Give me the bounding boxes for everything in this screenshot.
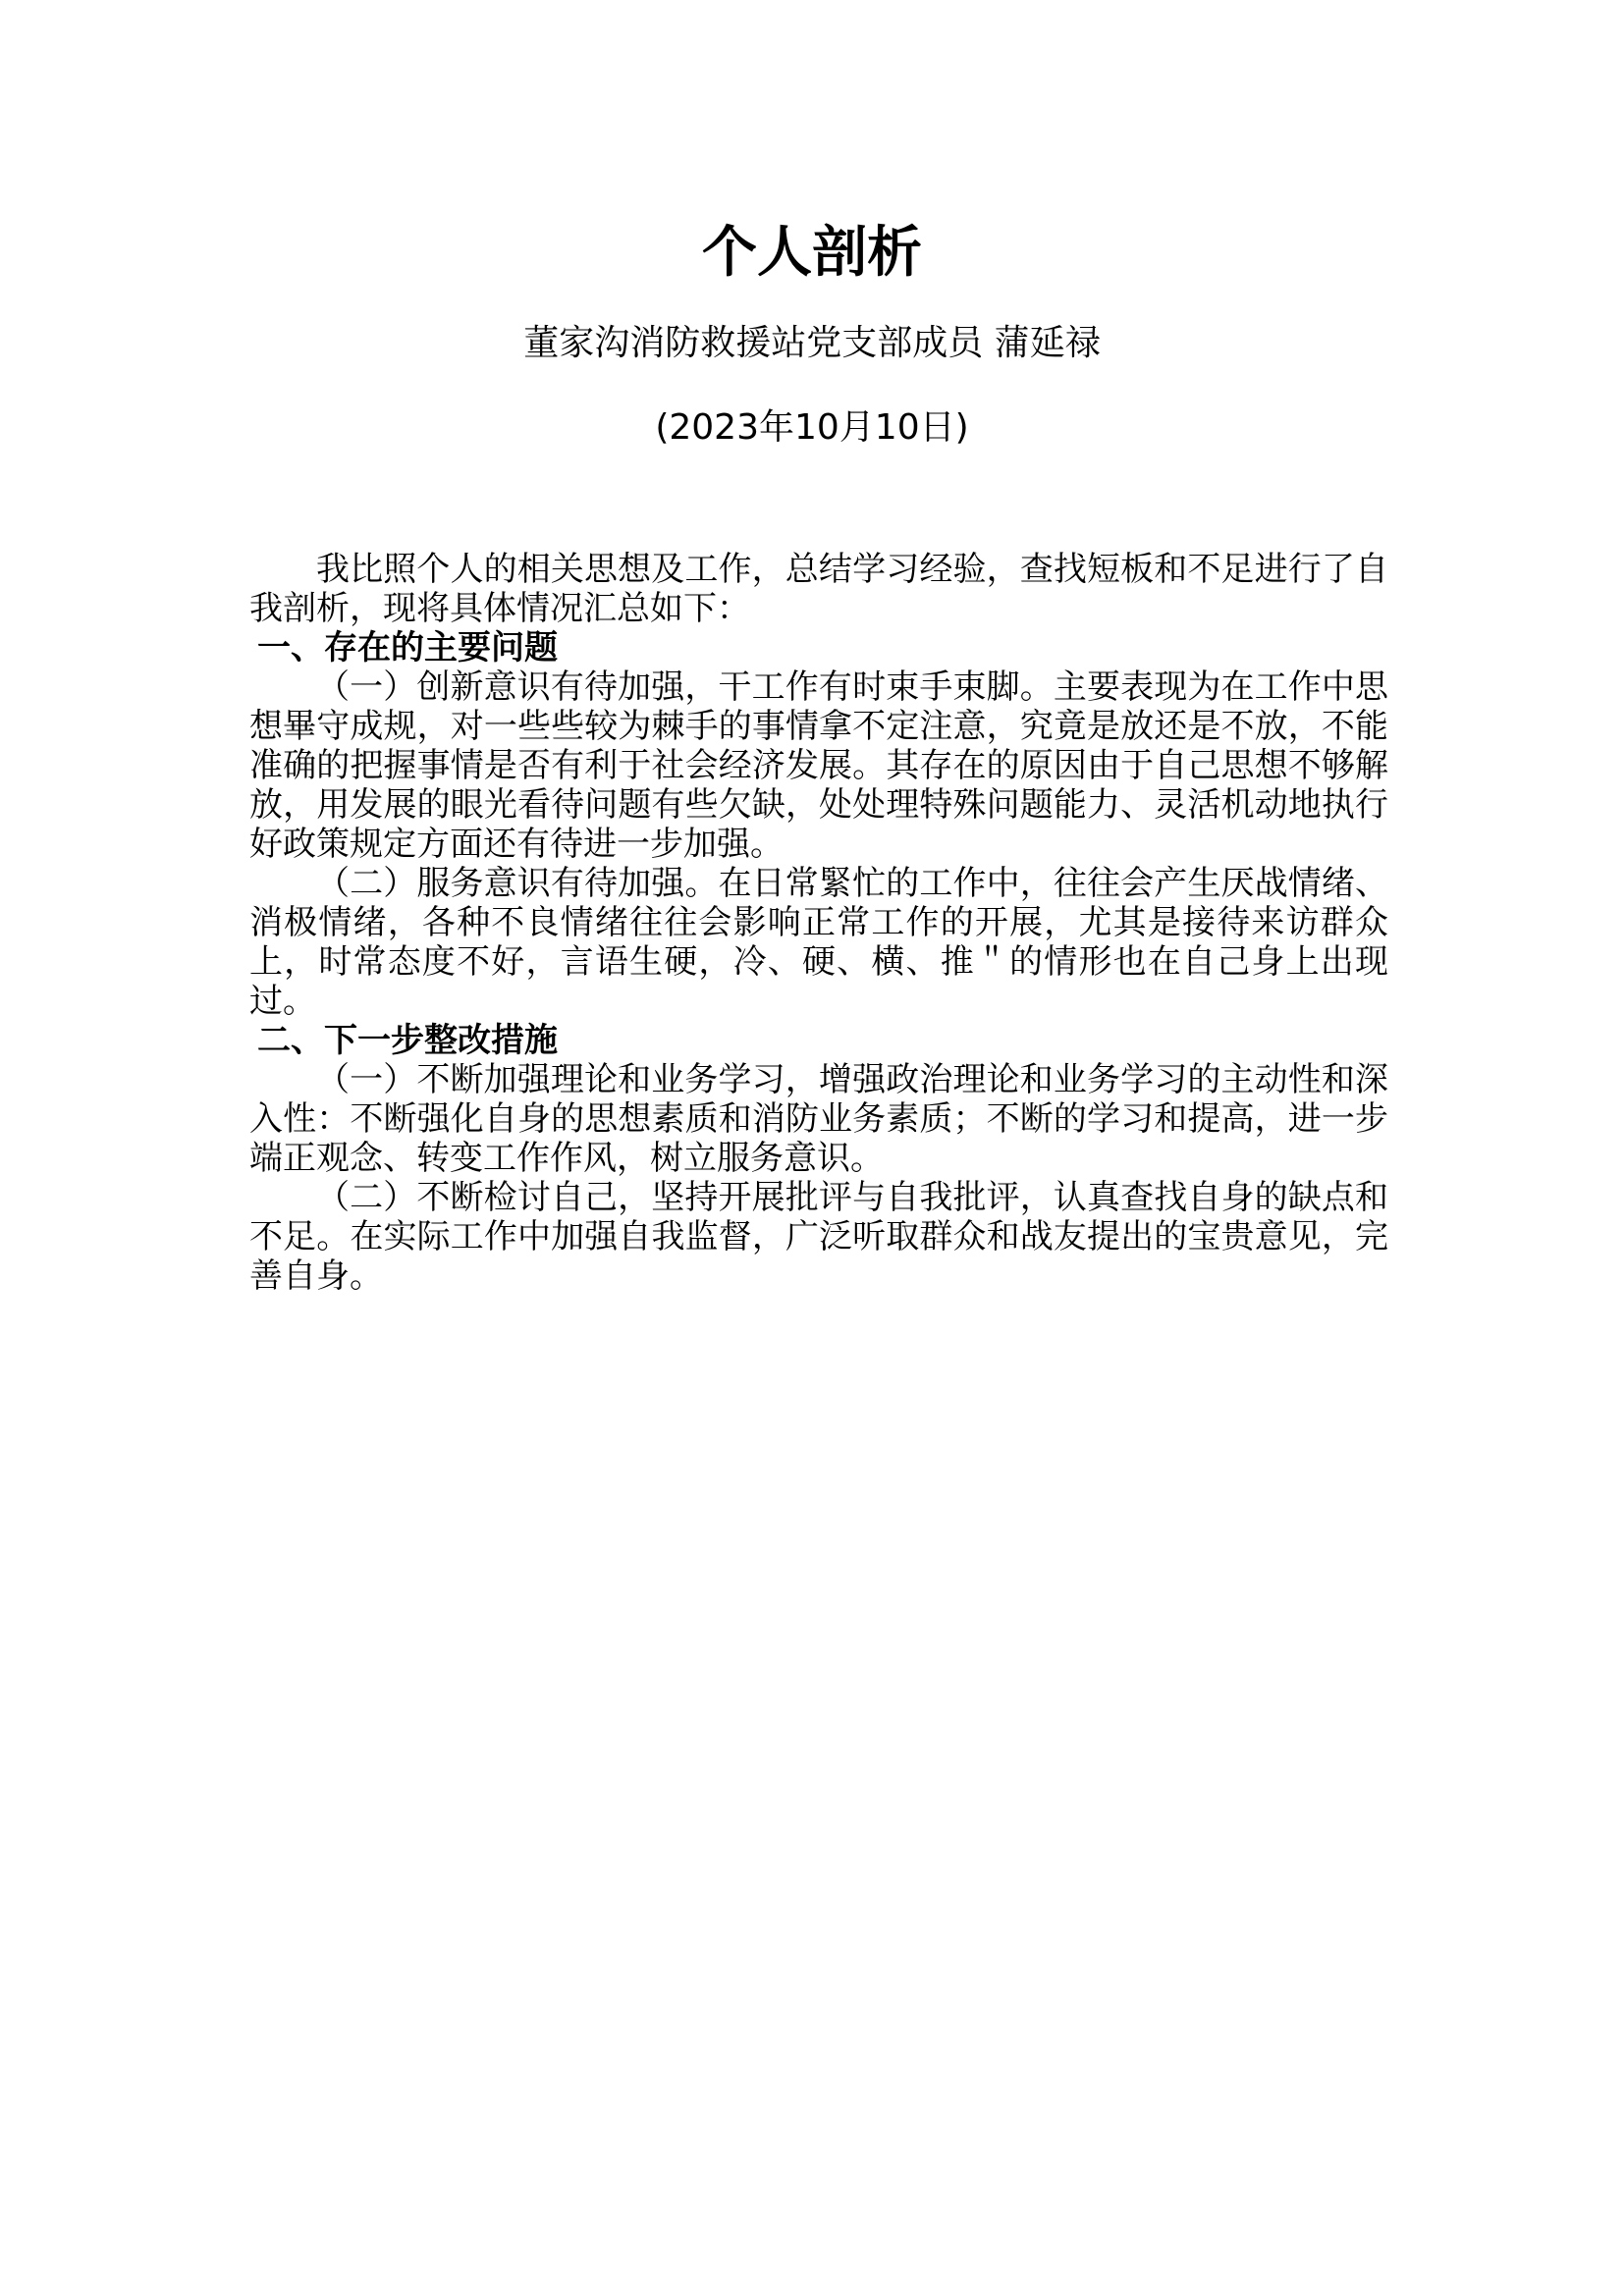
date-line: (2023年10月10日) (655, 407, 969, 448)
section-heading-measures: 二、下一步整改措施 (257, 1021, 558, 1060)
document-body (249, 550, 1388, 1296)
intro-paragraph: 我比照个人的相关思想及工作，总结学习经验，查找短板和不足进行了自我剖析，现将具体情况汇总如下： (249, 550, 1388, 628)
problem-paragraph-2: （二）服务意识有待加强。在日常緊忙的工作中，往往会产生厌战情绪、消极情绪，各种不良情绪往往会影响正常工作的开展，尤其是接待来访群众上，时常态度不好，言语生硬，冷、硬、横、推＂的情形也在自己身上出现过。 (249, 864, 1388, 1021)
author-line: 董家沟消防救援站党支部成员 蒲延禄 (523, 323, 1101, 363)
document-title: 个人剖析 (702, 221, 922, 285)
measure-paragraph-1: （一）不断加强理论和业务学习，增强政治理论和业务学习的主动性和深入性：不断强化自身的思想素质和消防业务素质；不断的学习和提高，进一步端正观念、转变工作作风，树立服务意识。 (249, 1060, 1388, 1178)
measure-paragraph-2: （二）不断检讨自己，坚持开展批评与自我批评，认真查找自身的缺点和不足。在实际工作中加强自我监督，广泛听取群众和战友提出的宝贵意见，完善自身。 (249, 1178, 1388, 1296)
section-heading-problems: 一、存在的主要问题 (257, 628, 558, 667)
problem-paragraph-1: （一）创新意识有待加强，干工作有时束手束脚。主要表现为在工作中思想畢守成规，对一些些较为棘手的事情拿不定注意，究竟是放还是不放，不能准确的把握事情是否有利于社会经济发展。其存在的原因由于自己思想不够解放，用发展的眼光看待问题有些欠缺，处处理特殊问题能力、灵活机动地执行好政策规定方面还有待进一步加强。 (249, 667, 1388, 864)
